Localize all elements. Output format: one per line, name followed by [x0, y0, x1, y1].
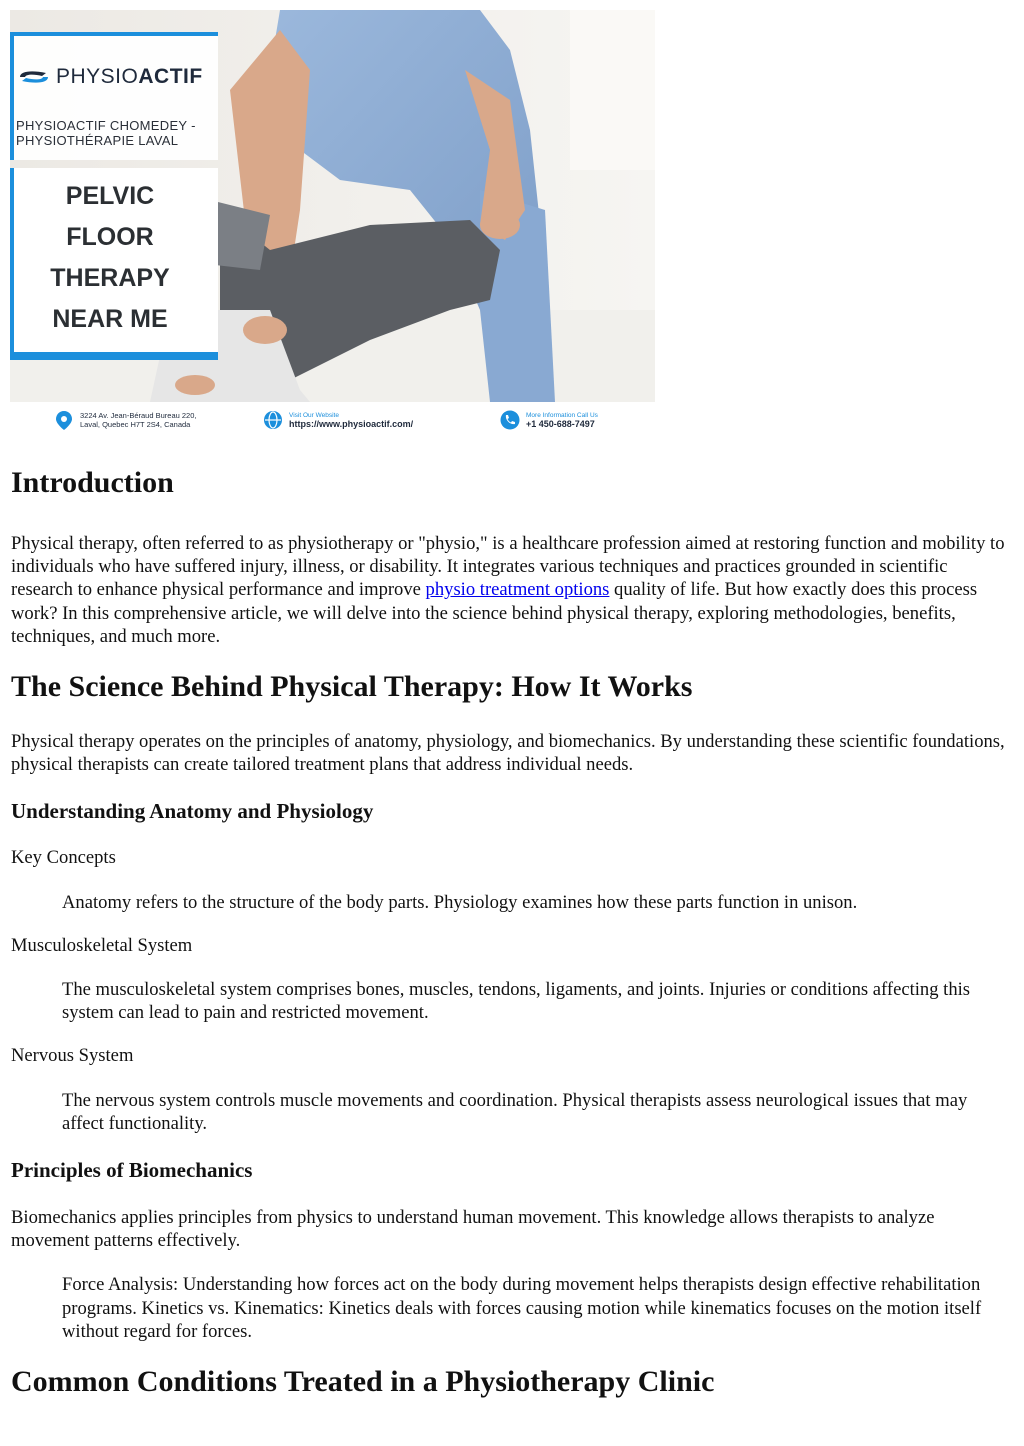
biomechanics-definition: Force Analysis: Understanding how forces act on the body during movement helps therapists design effective rehabilitation programs. Kinetics vs. Kinematics: Kinetics deals with forces causing motion while kinematics focuses on the motion itself without regard for forces. [62, 1274, 982, 1342]
banner-image [10, 10, 655, 445]
intro-heading: Introduction [11, 466, 174, 499]
website-url[interactable]: https://www.physioactif.com/ [289, 419, 414, 429]
address-line: Laval, Quebec H7T 2S4, Canada [80, 420, 191, 429]
headline-line: PELVIC [65, 182, 155, 210]
phone-contact[interactable] [500, 410, 598, 430]
nervous-system-term: Nervous System [11, 1045, 134, 1067]
location-pin-icon [54, 410, 74, 430]
globe-icon [263, 410, 283, 430]
conditions-heading: Common Conditions Treated in a Physiotherapy Clinic [11, 1365, 715, 1399]
biomechanics-heading: Principles of Biomechanics [11, 1158, 253, 1183]
phone-number[interactable]: +1 450-688-7497 [526, 419, 595, 429]
headline-line: NEAR ME [52, 305, 168, 333]
biomechanics-paragraph: Biomechanics applies principles from physics to understand human movement. This knowledge allows therapists to analyze movement patterns effectively. [11, 1207, 935, 1252]
physioactif-logo [16, 65, 203, 89]
intro-text: Physical therapy, often referred to as physiotherapy or "physio," is a healthcare profession aimed at restoring function and mobility to individuals who have suffered injury, illness, or disability. It integrates various techniques and practices grounded in scientific research to enhance physical performance and improve [11, 533, 1005, 601]
musculoskeletal-term: Musculoskeletal System [11, 934, 193, 956]
address-line: 3224 Av. Jean-Béraud Bureau 220, [80, 411, 197, 420]
intro-text: quality of life. But how exactly does this process work? In this comprehensive article, we will delve into the science behind physical therapy, exploring methodologies, benefits, techniques, and much more. [11, 579, 978, 647]
intro-paragraph [11, 532, 1011, 648]
article [11, 455, 1011, 1402]
science-paragraph: Physical therapy operates on the principles of anatomy, physiology, and biomechanics. By understanding these scientific foundations, physical therapists can create tailored treatment plans that address individual needs. [11, 731, 1005, 776]
nervous-system-definition: The nervous system controls muscle movements and coordination. Physical therapists assess neurological issues that may affect functionality. [62, 1089, 968, 1134]
science-heading: The Science Behind Physical Therapy: How It Works [11, 670, 693, 704]
address-contact [54, 410, 196, 430]
phone-icon [500, 410, 520, 430]
key-concepts-definition: Anatomy refers to the structure of the body parts. Physiology examines how these parts function in unison. [62, 891, 858, 913]
logo-text: PHYSIOACTIF [56, 65, 203, 88]
clinic-name: PHYSIOACTIF CHOMEDEY - PHYSIOTHÉRAPIE LAVAL [16, 118, 196, 148]
website-contact[interactable] [263, 410, 413, 430]
headline-line: FLOOR [66, 223, 154, 251]
contact-row [10, 402, 655, 445]
website-label: Visit Our Website [289, 412, 339, 419]
headline-line: THERAPY [50, 264, 170, 292]
headline [10, 176, 210, 340]
physio-treatment-options-link[interactable]: physio treatment options [425, 579, 610, 601]
anatomy-heading: Understanding Anatomy and Physiology [11, 799, 374, 824]
musculoskeletal-definition: The musculoskeletal system comprises bones, muscles, tendons, ligaments, and joints. Injuries or conditions affecting this system can lead to pain and restricted movement. [62, 979, 971, 1024]
key-concepts-term: Key Concepts [11, 847, 116, 869]
logo-swoosh-icon [16, 68, 52, 86]
phone-label: More Information Call Us [526, 412, 598, 419]
